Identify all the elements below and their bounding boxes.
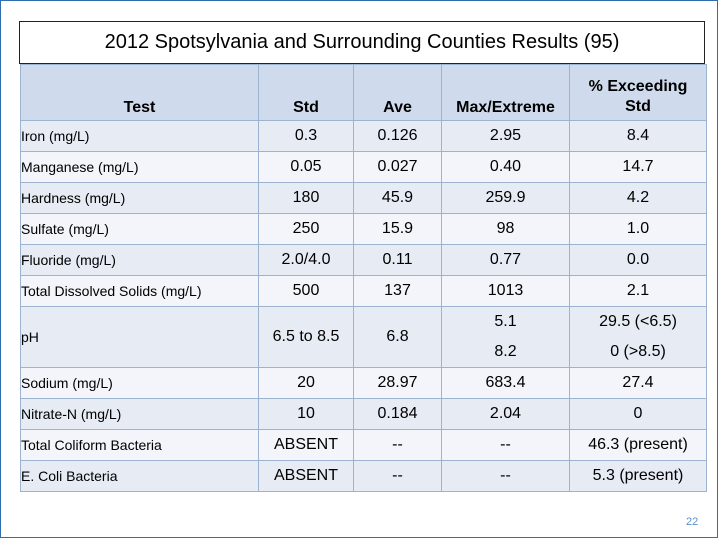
exceeding-value: 46.3 (present) [570, 430, 707, 461]
exceeding-value-low: 29.5 (<6.5) [599, 313, 677, 330]
std-value: 0.3 [259, 121, 354, 152]
exceeding-value: 14.7 [570, 152, 707, 183]
exceeding-value: 1.0 [570, 214, 707, 245]
max-value: 0.40 [442, 152, 570, 183]
results-table [20, 64, 707, 492]
header-test: Test [21, 65, 259, 121]
ave-value: 0.126 [354, 121, 442, 152]
max-value-split [442, 307, 570, 368]
ave-value: 137 [354, 276, 442, 307]
test-name: Manganese (mg/L) [21, 152, 259, 183]
exceeding-value-split [570, 307, 707, 368]
exceeding-value: 27.4 [570, 368, 707, 399]
table-row [21, 430, 707, 461]
std-value: 500 [259, 276, 354, 307]
table-header-row [21, 65, 707, 121]
std-value: 2.0/4.0 [259, 245, 354, 276]
test-name: E. Coli Bacteria [21, 461, 259, 492]
test-name: Total Coliform Bacteria [21, 430, 259, 461]
test-name: Iron (mg/L) [21, 121, 259, 152]
ave-value: 0.027 [354, 152, 442, 183]
table-row [21, 399, 707, 430]
std-value: 10 [259, 399, 354, 430]
std-value: 20 [259, 368, 354, 399]
exceeding-value: 2.1 [570, 276, 707, 307]
page-number: 22 [686, 516, 699, 528]
header-percent-exceeding [570, 65, 707, 121]
header-exceeding-line2: Std [625, 98, 651, 115]
max-value: 2.95 [442, 121, 570, 152]
test-name: Hardness (mg/L) [21, 183, 259, 214]
max-value: 0.77 [442, 245, 570, 276]
header-exceeding-line1: % Exceeding [588, 78, 688, 95]
test-name: Nitrate-N (mg/L) [21, 399, 259, 430]
std-value: 0.05 [259, 152, 354, 183]
table-row [21, 276, 707, 307]
std-value: ABSENT [259, 461, 354, 492]
slide-title: 2012 Spotsylvania and Surrounding Counties Results (95) [19, 21, 705, 64]
std-value: 6.5 to 8.5 [259, 307, 354, 368]
max-value-high: 8.2 [494, 343, 517, 360]
ave-value: 0.184 [354, 399, 442, 430]
table-row [21, 152, 707, 183]
max-value: 2.04 [442, 399, 570, 430]
header-ave: Ave [354, 65, 442, 121]
ave-value: 28.97 [354, 368, 442, 399]
max-value: -- [442, 461, 570, 492]
test-name: Total Dissolved Solids (mg/L) [21, 276, 259, 307]
std-value: 250 [259, 214, 354, 245]
max-value: -- [442, 430, 570, 461]
test-name: Sulfate (mg/L) [21, 214, 259, 245]
exceeding-value: 5.3 (present) [570, 461, 707, 492]
table-row [21, 214, 707, 245]
ave-value: 45.9 [354, 183, 442, 214]
ave-value: 6.8 [354, 307, 442, 368]
std-value: ABSENT [259, 430, 354, 461]
table-row [21, 183, 707, 214]
max-value-low: 5.1 [494, 313, 517, 330]
table-row [21, 121, 707, 152]
ave-value: -- [354, 461, 442, 492]
std-value: 180 [259, 183, 354, 214]
table-row [21, 245, 707, 276]
max-value: 259.9 [442, 183, 570, 214]
test-name: Fluoride (mg/L) [21, 245, 259, 276]
test-name: Sodium (mg/L) [21, 368, 259, 399]
exceeding-value: 8.4 [570, 121, 707, 152]
exceeding-value-high: 0 (>8.5) [610, 343, 666, 360]
table-row-ph [21, 307, 707, 368]
ave-value: 15.9 [354, 214, 442, 245]
table-row [21, 368, 707, 399]
max-value: 98 [442, 214, 570, 245]
header-max-extreme: Max/Extreme [442, 65, 570, 121]
ave-value: 0.11 [354, 245, 442, 276]
exceeding-value: 4.2 [570, 183, 707, 214]
max-value: 683.4 [442, 368, 570, 399]
exceeding-value: 0 [570, 399, 707, 430]
table-row [21, 461, 707, 492]
ave-value: -- [354, 430, 442, 461]
header-std: Std [259, 65, 354, 121]
max-value: 1013 [442, 276, 570, 307]
exceeding-value: 0.0 [570, 245, 707, 276]
test-name: pH [21, 307, 259, 368]
